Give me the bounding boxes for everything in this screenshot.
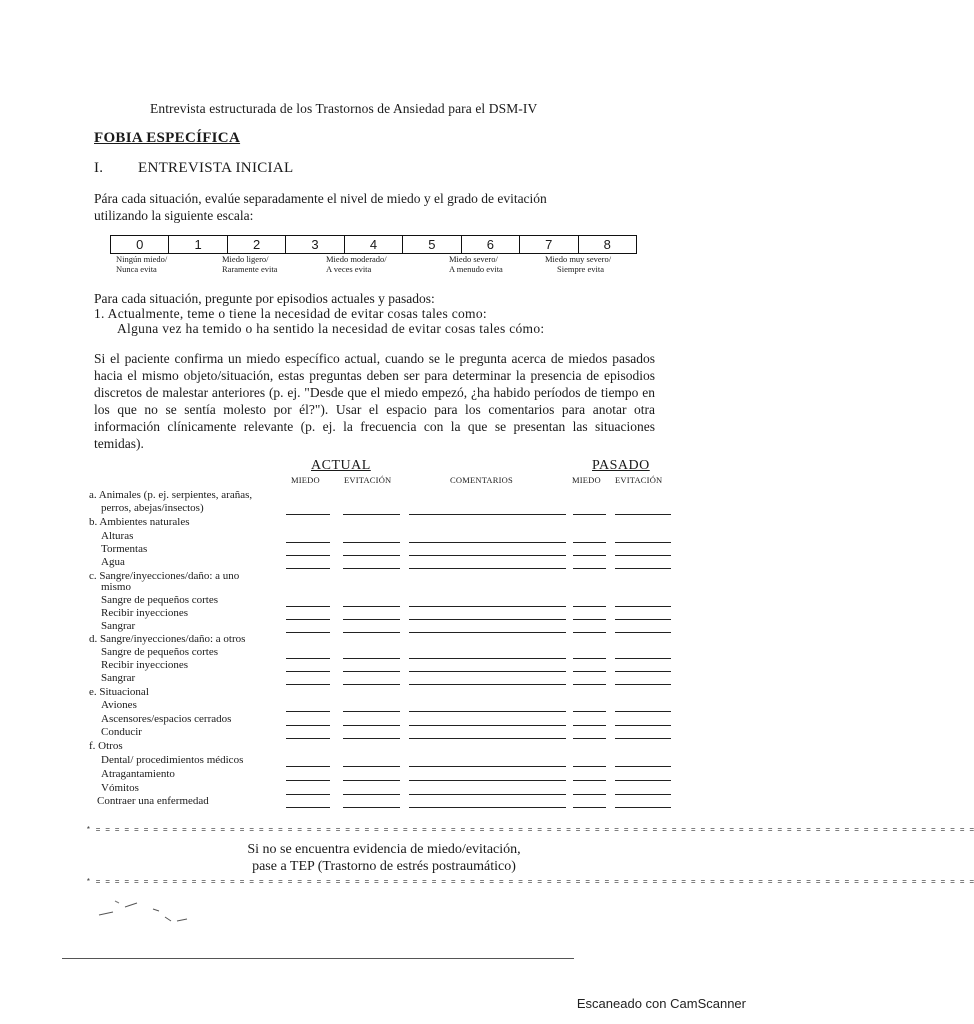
- separator-bottom: * = = = = = = = = = = = = = = = = = = = = = = = = = = = = = = = = = = = = = = = = = = = = = = = = = = = = = = = = = = = = = = = = = = = = = = = = = = = = = = = = = = = = = = = = = = = =: [86, 878, 974, 887]
- actual-evitacion-blank[interactable]: [343, 807, 400, 808]
- bottom-rule: [62, 958, 574, 959]
- actual-miedo-blank[interactable]: [286, 766, 330, 767]
- comentarios-header: COMENTARIOS: [450, 475, 513, 485]
- situation-label: Agua: [101, 556, 125, 568]
- pasado-evitacion-blank[interactable]: [615, 766, 671, 767]
- scale-anchor: Miedo moderado/ A veces evita: [326, 254, 387, 274]
- pasado-evitacion-header: EVITACIÓN: [615, 475, 663, 485]
- actual-miedo-blank[interactable]: [286, 514, 330, 515]
- scale-cell: 6: [462, 236, 520, 253]
- actual-evitacion-header: EVITACIÓN: [344, 475, 392, 485]
- table-row: [0, 607, 768, 620]
- question-1-past: Alguna vez ha temido o ha sentido la necesidad de evitar cosas tales cómo:: [117, 321, 545, 336]
- table-row: [0, 740, 768, 753]
- pasado-evitacion-blank[interactable]: [615, 807, 671, 808]
- table-row: [0, 686, 768, 699]
- actual-evitacion-blank[interactable]: [343, 780, 400, 781]
- pasado-miedo-blank[interactable]: [573, 807, 606, 808]
- actual-group-header: ACTUAL: [311, 458, 371, 473]
- intro-line-2: utilizando la siguiente escala:: [94, 208, 254, 223]
- situation-label: Sangre de pequeños cortes: [101, 594, 218, 606]
- comentarios-blank[interactable]: [409, 711, 566, 712]
- situation-label: Aviones: [101, 699, 137, 711]
- actual-evitacion-blank[interactable]: [343, 684, 400, 685]
- actual-miedo-blank[interactable]: [286, 568, 330, 569]
- scale-anchor: Miedo ligero/ Raramente evita: [222, 254, 278, 274]
- pasado-miedo-header: MIEDO: [572, 475, 601, 485]
- situation-label: Tormentas: [101, 543, 148, 555]
- situation-label: Vómitos: [101, 782, 139, 794]
- scale-cell: 5: [403, 236, 461, 253]
- table-row: [0, 699, 768, 712]
- situation-label: Ascensores/espacios cerrados: [101, 713, 232, 725]
- table-row: [0, 782, 768, 795]
- actual-evitacion-blank[interactable]: [343, 766, 400, 767]
- scale-anchor: Miedo severo/ A menudo evita: [449, 254, 503, 274]
- subsection-number: I.: [94, 160, 104, 176]
- situation-label: b. Ambientes naturales: [89, 516, 190, 528]
- situation-label: Sangrar: [101, 620, 136, 632]
- situation-label: Conducir: [101, 726, 142, 738]
- table-row: [0, 646, 768, 659]
- situation-label: Alturas: [101, 530, 134, 542]
- table-row: [0, 672, 768, 685]
- question-1-current: 1. Actualmente, teme o tiene la necesidad de evitar cosas tales como:: [94, 306, 487, 321]
- pasado-evitacion-blank[interactable]: [615, 738, 671, 739]
- actual-evitacion-blank[interactable]: [343, 568, 400, 569]
- table-row: [0, 768, 768, 781]
- separator-top: * = = = = = = = = = = = = = = = = = = = = = = = = = = = = = = = = = = = = = = = = = = = = = = = = = = = = = = = = = = = = = = = = = = = = = = = = = = = = = = = = = = = = = = = = = = = =: [86, 826, 974, 835]
- comentarios-blank[interactable]: [409, 780, 566, 781]
- scale-cell: 8: [603, 237, 611, 252]
- scale-cell: 1: [169, 236, 227, 253]
- table-row: [0, 556, 768, 569]
- pasado-group-header: PASADO: [592, 458, 650, 473]
- pasado-miedo-blank[interactable]: [573, 514, 606, 515]
- scale-cell: 7: [520, 236, 578, 253]
- actual-evitacion-blank[interactable]: [343, 738, 400, 739]
- scanner-watermark: Escaneado con CamScanner: [576, 996, 746, 1011]
- situation-label: Recibir inyecciones: [101, 607, 189, 619]
- actual-miedo-blank[interactable]: [286, 711, 330, 712]
- scale-cell: 0: [111, 236, 169, 253]
- situation-label: perros, abejas/insectos): [101, 502, 204, 514]
- table-row: [0, 530, 768, 543]
- table-row: [0, 502, 768, 515]
- comentarios-blank[interactable]: [409, 514, 566, 515]
- situation-label: Sangre de pequeños cortes: [101, 646, 218, 658]
- table-row: [0, 516, 768, 529]
- situation-label: Dental/ procedimientos médicos: [101, 754, 244, 766]
- questions-intro: Para cada situación, pregunte por episodios actuales y pasados:: [94, 291, 435, 306]
- comentarios-blank[interactable]: [409, 738, 566, 739]
- table-row: [0, 795, 768, 808]
- intro-line-1: Pára cada situación, evalúe separadamente el nivel de miedo y el grado de evitación: [94, 191, 547, 206]
- actual-miedo-header: MIEDO: [291, 475, 320, 485]
- comentarios-blank[interactable]: [409, 807, 566, 808]
- situation-label: f. Otros: [89, 740, 123, 752]
- scale-cell: 3: [286, 236, 344, 253]
- table-row: [0, 659, 768, 672]
- subsection-title: ENTREVISTA INICIAL: [138, 160, 294, 176]
- document-title: Entrevista estructurada de los Trastornos de Ansiedad para el DSM-IV: [150, 101, 538, 116]
- pasado-miedo-blank[interactable]: [573, 766, 606, 767]
- situation-label: a. Animales (p. ej. serpientes, arañas,: [89, 489, 253, 501]
- pasado-miedo-blank[interactable]: [573, 684, 606, 685]
- scale-anchor: Ningún miedo/ Nunca evita: [116, 254, 168, 274]
- situation-label: e. Situacional: [89, 686, 149, 698]
- pasado-evitacion-blank[interactable]: [615, 514, 671, 515]
- pasado-evitacion-blank[interactable]: [615, 684, 671, 685]
- table-row: [0, 620, 768, 633]
- table-row: [0, 726, 768, 739]
- actual-evitacion-blank[interactable]: [343, 711, 400, 712]
- table-row: [0, 594, 768, 607]
- rating-scale: [110, 235, 637, 254]
- pasado-miedo-blank[interactable]: [573, 711, 606, 712]
- situation-label: c. Sangre/inyecciones/daño: a uno: [89, 570, 240, 582]
- pasado-evitacion-blank[interactable]: [615, 780, 671, 781]
- skip-note-line-2: pase a TEP (Trastorno de estrés postraumático): [252, 859, 516, 874]
- actual-miedo-blank[interactable]: [286, 684, 330, 685]
- table-row: [0, 581, 768, 594]
- pasado-miedo-blank[interactable]: [573, 568, 606, 569]
- actual-evitacion-blank[interactable]: [343, 514, 400, 515]
- pasado-evitacion-blank[interactable]: [615, 568, 671, 569]
- pasado-miedo-blank[interactable]: [573, 738, 606, 739]
- actual-miedo-blank[interactable]: [286, 780, 330, 781]
- instructions-paragraph: Si el paciente confirma un miedo específico actual, cuando se le pregunta acerca de miedos pasados hacia el mismo objeto/situación, estas preguntas deben ser para determinar la presencia de episodios discretos de malestar anteriores (p. ej. "Desde que el miedo empezó, ¿ha habido períodos de tiempo en los que no se sentía molesto por él?"). Usar el espacio para los comentarios para anotar otra información clínicamente relevante (p. ej. la frecuencia con la que se presentan las situaciones temidas).: [94, 351, 655, 451]
- table-row: [0, 633, 768, 646]
- comentarios-blank[interactable]: [409, 684, 566, 685]
- situation-label: Contraer una enfermedad: [97, 795, 209, 807]
- situation-label: Atragantamiento: [101, 768, 175, 780]
- scale-cell: 4: [345, 236, 403, 253]
- table-row: [0, 713, 768, 726]
- table-row: [0, 543, 768, 556]
- actual-miedo-blank[interactable]: [286, 738, 330, 739]
- section-heading: FOBIA ESPECÍFICA: [94, 130, 241, 146]
- scale-cell: 2: [228, 236, 286, 253]
- pasado-miedo-blank[interactable]: [573, 780, 606, 781]
- situation-label: mismo: [101, 581, 131, 593]
- pasado-evitacion-blank[interactable]: [615, 711, 671, 712]
- situation-label: d. Sangre/inyecciones/daño: a otros: [89, 633, 246, 645]
- scale-anchor: Miedo muy severo/ Siempre evita: [545, 254, 612, 274]
- actual-miedo-blank[interactable]: [286, 807, 330, 808]
- handwritten-mark: [95, 895, 205, 930]
- skip-note-line-1: Si no se encuentra evidencia de miedo/evitación,: [247, 842, 521, 857]
- table-row: [0, 754, 768, 767]
- situation-label: Sangrar: [101, 672, 136, 684]
- comentarios-blank[interactable]: [409, 766, 566, 767]
- table-row: [0, 489, 768, 502]
- comentarios-blank[interactable]: [409, 568, 566, 569]
- situation-label: Recibir inyecciones: [101, 659, 189, 671]
